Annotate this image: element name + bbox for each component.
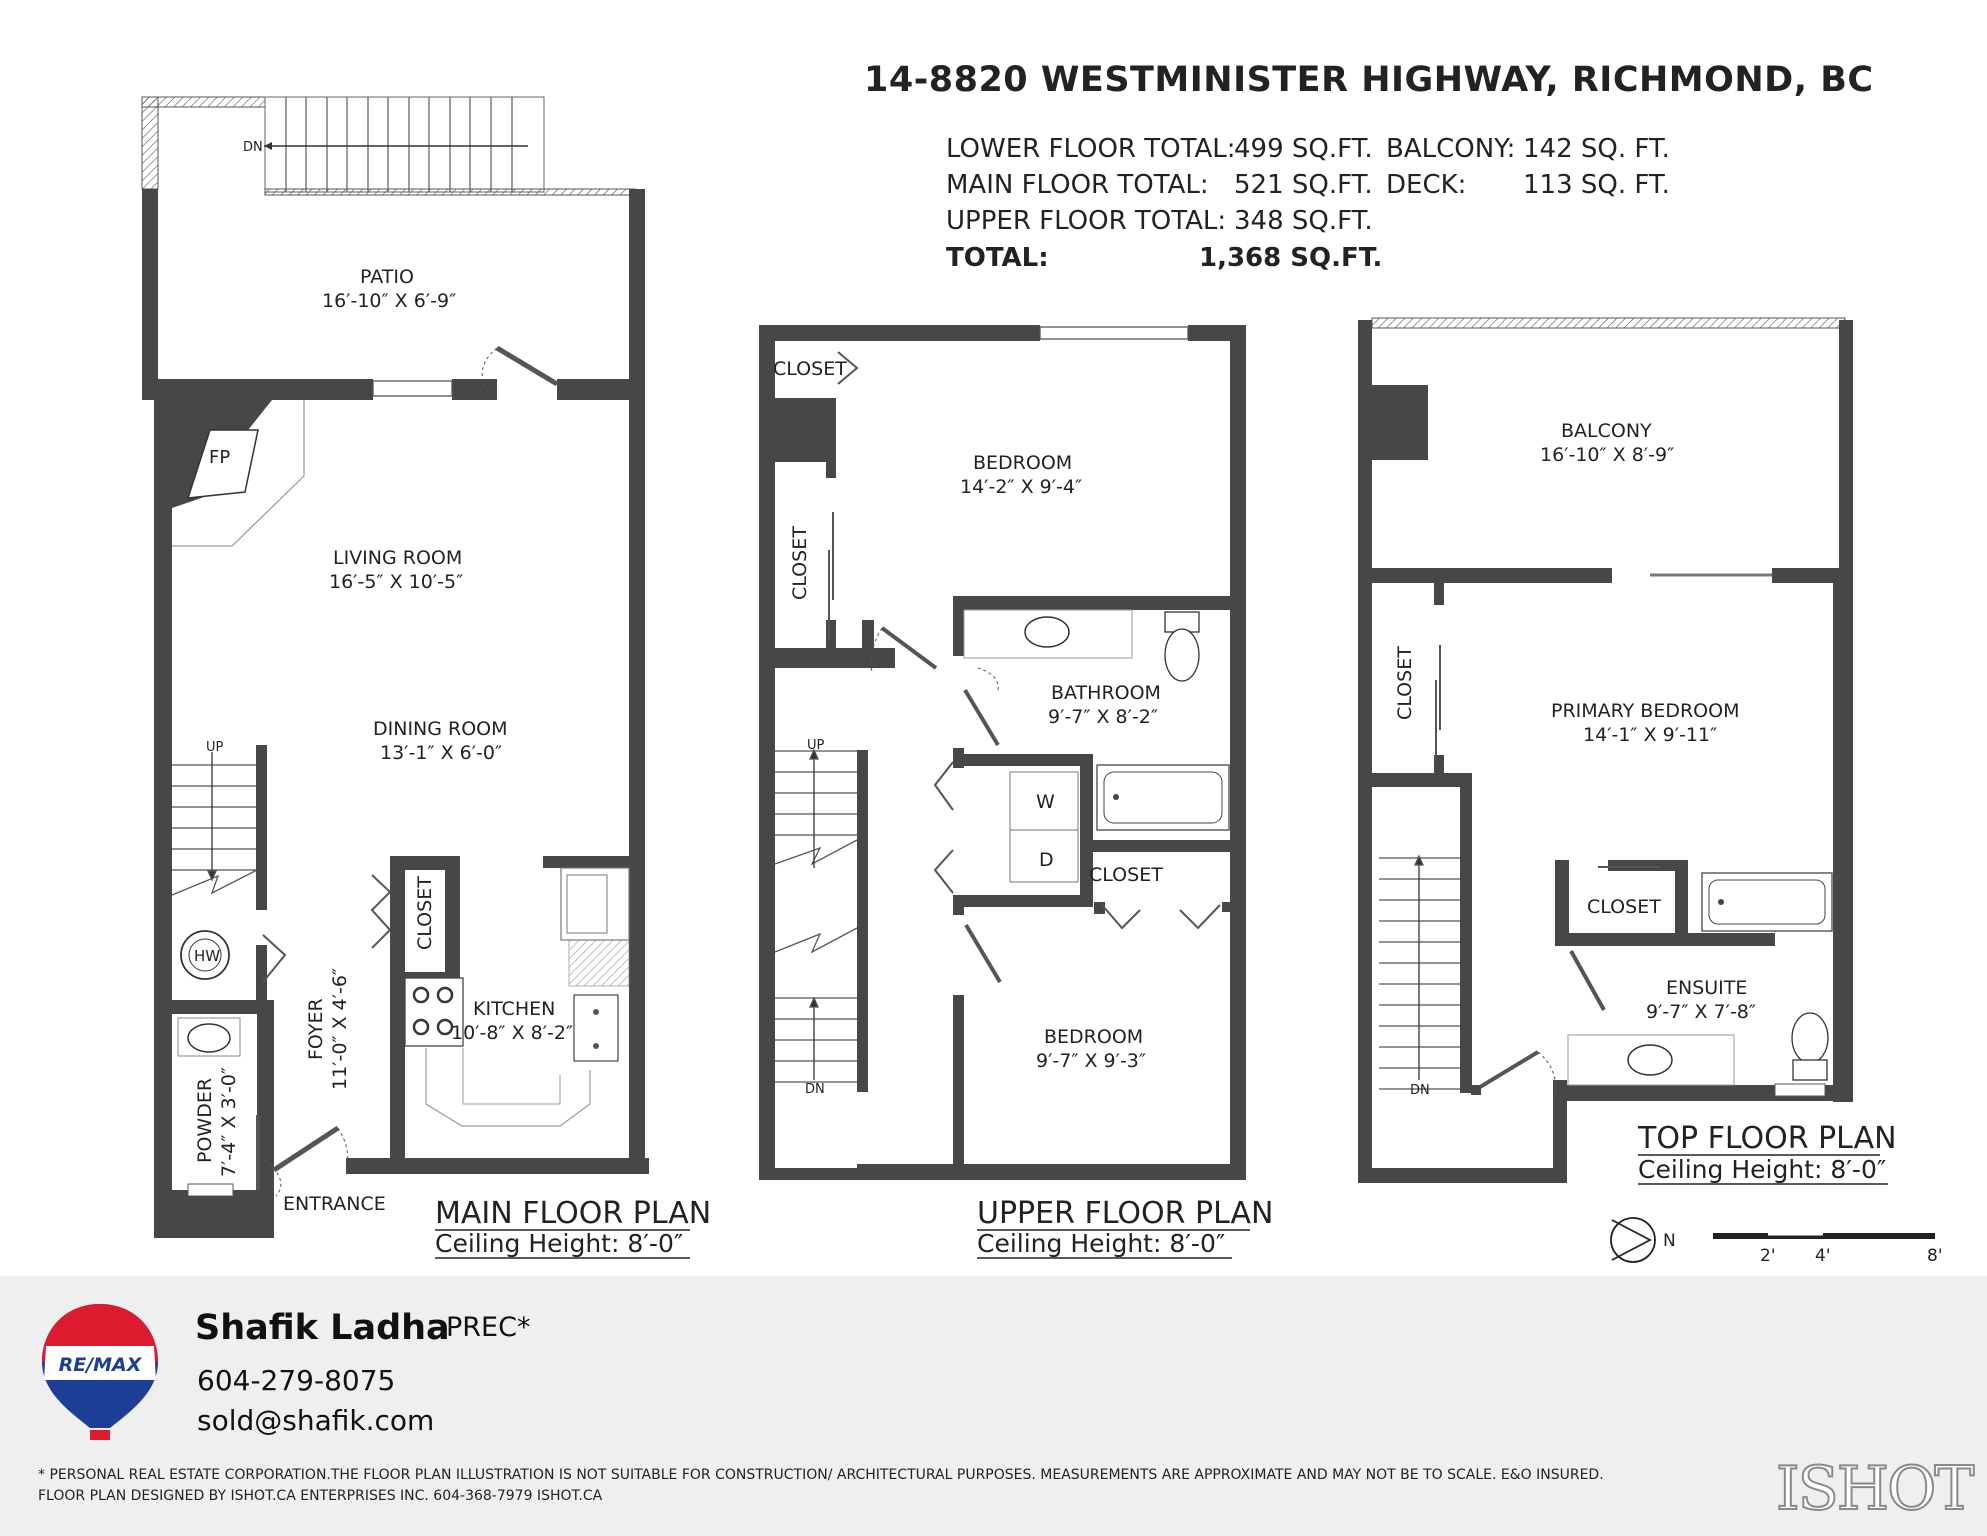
main-floor-stairs — [172, 752, 257, 895]
upper-stairs-dn-label: DN — [805, 1082, 825, 1097]
balcony-area-value: 142 SQ. FT. — [1523, 134, 1670, 164]
living-room-label: LIVING ROOM — [333, 547, 463, 569]
main-floor-title: MAIN FLOOR PLAN — [435, 1196, 712, 1231]
main-floor-label: MAIN FLOOR TOTAL: — [946, 170, 1209, 200]
upper-bedroom2-size: 9′-7″ X 9′-3″ — [1036, 1050, 1146, 1072]
deck-area-label: DECK: — [1386, 170, 1467, 200]
top-floor-plan — [1358, 318, 1897, 1184]
main-stairs-up-label: UP — [206, 740, 224, 755]
upper-floor-ceiling: Ceiling Height: 8′-0″ — [977, 1229, 1226, 1258]
washer-label: W — [1036, 791, 1055, 813]
property-address: 14-8820 WESTMINISTER HIGHWAY, RICHMOND, BC — [864, 60, 1874, 100]
upper-bedroom2-label: BEDROOM — [1044, 1026, 1144, 1048]
patio-label: PATIO — [360, 266, 414, 288]
lower-floor-label: LOWER FLOOR TOTAL: — [946, 134, 1236, 164]
deck-area-value: 113 SQ. FT. — [1523, 170, 1670, 200]
scale-label-2: 2' — [1760, 1246, 1776, 1266]
foyer-size: 11′-0″ X 4′-6″ — [329, 967, 351, 1090]
upper-bedroom1-size: 14′-2″ X 9′-4″ — [960, 476, 1083, 498]
agent-email[interactable]: sold@shafik.com — [197, 1404, 435, 1437]
primary-bedroom-label: PRIMARY BEDROOM — [1551, 700, 1740, 722]
remax-balloon-logo — [40, 1300, 160, 1450]
upper-laundry-closet-label: CLOSET — [1089, 864, 1163, 886]
entrance-door — [274, 1128, 338, 1170]
lower-floor-value: 499 SQ.FT. — [1234, 134, 1373, 164]
upper-floor-value: 348 SQ.FT. — [1234, 206, 1373, 236]
total-value: 1,368 SQ.FT. — [1199, 243, 1383, 273]
upper-bathroom-label: BATHROOM — [1051, 682, 1161, 704]
balcony-size: 16′-10″ X 8′-9″ — [1540, 444, 1675, 466]
powder-size: 7′-4″ X 3′-0″ — [218, 1067, 240, 1177]
scale-label-4: 4' — [1815, 1246, 1831, 1266]
upper-floor-plan — [759, 325, 1273, 1258]
north-label: N — [1663, 1231, 1676, 1251]
upper-side-closet-label: CLOSET — [789, 526, 811, 600]
top-floor-ceiling: Ceiling Height: 8′-0″ — [1638, 1155, 1887, 1184]
kitchen-label: KITCHEN — [473, 998, 556, 1020]
balcony-area-label: BALCONY: — [1386, 134, 1516, 164]
dining-room-size: 13′-1″ X 6′-0″ — [380, 742, 503, 764]
kitchen-size: 10′-8″ X 8′-2″ — [451, 1022, 574, 1044]
top-floor-stairs — [1379, 856, 1460, 1089]
disclaimer-line-1: * PERSONAL REAL ESTATE CORPORATION.THE FLOOR PLAN ILLUSTRATION IS NOT SUITABLE FOR CONSTRUCTION/ ARCHITECTURAL PURPOSES. MEASUREMENTS ARE APPROXIMATE AND MAY NOT BE TO SCALE. E&O INSURED. — [38, 1467, 1604, 1483]
north-arrow — [1611, 1218, 1676, 1262]
main-floor-plan — [142, 97, 711, 1258]
balcony-railing — [1372, 318, 1845, 328]
disclaimer-line-2: FLOOR PLAN DESIGNED BY ISHOT.CA ENTERPRISES INC. 604-368-7979 ISHOT.CA — [38, 1488, 603, 1504]
entrance-label: ENTRANCE — [283, 1193, 386, 1215]
scale-label-8: 8' — [1927, 1246, 1943, 1266]
top-stairs-dn-label: DN — [1410, 1083, 1430, 1098]
logo-text: RE/MAX — [58, 1354, 142, 1376]
upper-stairs-up-label: UP — [807, 738, 825, 753]
kitchen-fixtures — [405, 868, 629, 1126]
ensuite-label: ENSUITE — [1666, 977, 1748, 999]
fireplace-label: FP — [209, 447, 231, 468]
top-closet-label: CLOSET — [1587, 896, 1661, 918]
patio-door — [497, 348, 557, 384]
upper-floor-label: UPPER FLOOR TOTAL: — [946, 206, 1227, 236]
upper-top-closet-label: CLOSET — [773, 358, 847, 380]
dining-room-label: DINING ROOM — [373, 718, 508, 740]
dryer-label: D — [1039, 849, 1054, 871]
main-closet-label: CLOSET — [414, 876, 436, 950]
scale-bar — [1713, 1233, 1943, 1266]
deck-stairs — [142, 97, 635, 195]
upper-bedroom1-label: BEDROOM — [973, 452, 1073, 474]
primary-bedroom-size: 14′-1″ X 9′-11″ — [1583, 724, 1718, 746]
patio-size: 16′-10″ X 6′-9″ — [322, 290, 457, 312]
living-window — [373, 381, 452, 396]
ensuite-size: 9′-7″ X 7′-8″ — [1646, 1001, 1756, 1023]
main-floor-value: 521 SQ.FT. — [1234, 170, 1373, 200]
main-floor-ceiling: Ceiling Height: 8′-0″ — [435, 1229, 684, 1258]
balcony-label: BALCONY — [1561, 420, 1652, 442]
powder-label: POWDER — [194, 1077, 216, 1163]
total-label: TOTAL: — [946, 243, 1049, 273]
top-side-closet-label: CLOSET — [1394, 646, 1416, 720]
agent-name: Shafik Ladha — [195, 1308, 450, 1348]
agent-title: PREC* — [446, 1312, 531, 1343]
agent-phone[interactable]: 604-279-8075 — [197, 1364, 396, 1397]
deck-stairs-dn-label: DN — [243, 140, 263, 155]
hot-water-label: HW — [194, 947, 221, 965]
upper-bedroom-window — [1040, 327, 1188, 339]
living-room-size: 16′-5″ X 10′-5″ — [329, 571, 464, 593]
upper-bathroom-size: 9′-7″ X 8′-2″ — [1048, 706, 1158, 728]
upper-floor-title: UPPER FLOOR PLAN — [977, 1196, 1274, 1231]
foyer-label: FOYER — [305, 998, 327, 1060]
top-floor-title: TOP FLOOR PLAN — [1638, 1121, 1897, 1156]
ishot-watermark-logo: ISHOT — [1776, 1454, 1973, 1524]
